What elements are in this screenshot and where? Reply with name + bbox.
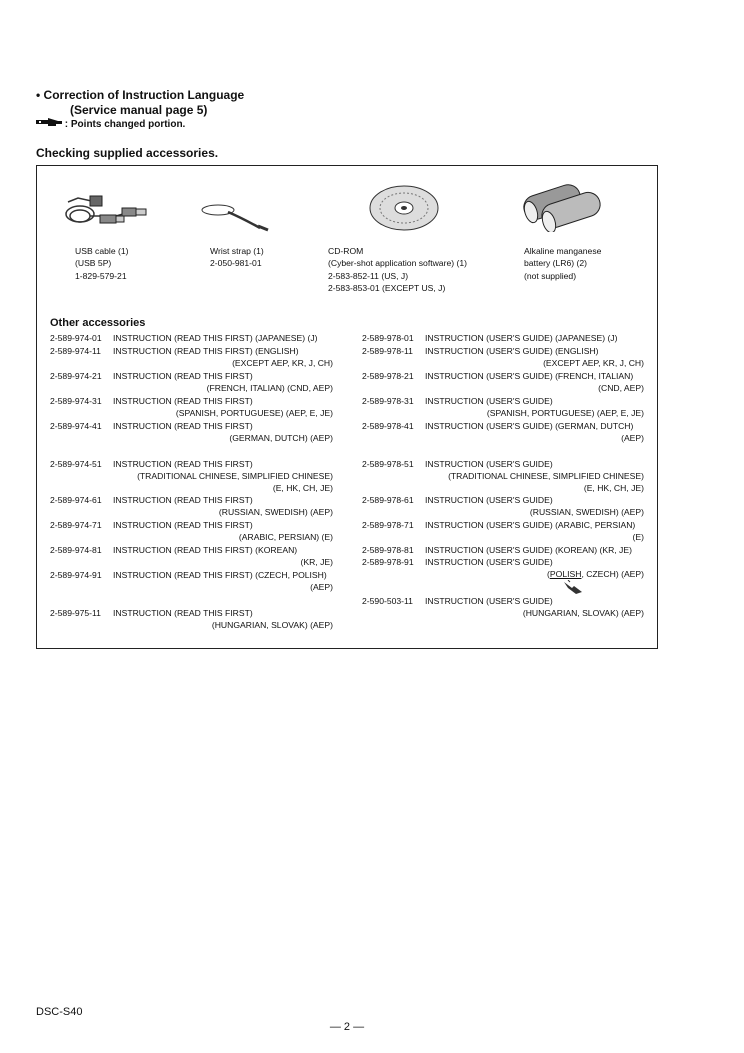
part-desc: INSTRUCTION (READ THIS FIRST) (CZECH, POLISH): [113, 570, 327, 580]
points-note-row: [36, 118, 185, 131]
accessory-line: (Cyber-shot application software) (1): [328, 258, 467, 269]
part-desc-cont: (RUSSIAN, SWEDISH) (AEP): [218, 507, 333, 517]
part-desc: INSTRUCTION (READ THIS FIRST): [113, 495, 253, 505]
polish-czech-line: (POLISH, CZECH) (AEP): [547, 569, 644, 579]
part-code: 2-589-974-11: [50, 346, 101, 356]
part-desc: INSTRUCTION (READ THIS FIRST): [113, 520, 253, 530]
cd-rom-icon: [368, 184, 440, 237]
part-desc-cont: (SPANISH, PORTUGUESE) (AEP, E, JE): [175, 408, 333, 418]
part-desc-cont: (GERMAN, DUTCH) (AEP): [229, 433, 333, 443]
pointing-hand-icon: [562, 580, 584, 601]
section-title: Checking supplied accessories.: [36, 146, 219, 160]
model-number: DSC-S40: [36, 1006, 83, 1018]
part-code: 2-589-978-71: [362, 520, 414, 530]
part-code: 2-589-974-41: [50, 421, 102, 431]
part-desc-cont: (E, HK, CH, JE): [583, 483, 644, 493]
part-desc-cont: (TRADITIONAL CHINESE, SIMPLIFIED CHINESE): [137, 471, 333, 481]
part-code: 2-589-974-01: [50, 333, 102, 343]
part-desc: INSTRUCTION (USER'S GUIDE) (ARABIC, PERSIAN): [425, 520, 636, 530]
part-desc: INSTRUCTION (USER'S GUIDE): [425, 495, 553, 505]
part-desc-cont: (ARABIC, PERSIAN) (E): [238, 532, 333, 542]
part-desc: INSTRUCTION (USER'S GUIDE): [425, 459, 553, 469]
accessory-line: 2-050-981-01: [210, 258, 262, 269]
part-desc: INSTRUCTION (USER'S GUIDE) (GERMAN, DUTCH): [425, 421, 634, 431]
other-accessories-title: Other accessories: [50, 317, 146, 329]
part-desc: INSTRUCTION (READ THIS FIRST): [113, 396, 253, 406]
part-desc: INSTRUCTION (USER'S GUIDE): [425, 557, 553, 567]
part-code: 2-589-978-41: [362, 421, 414, 431]
part-code: 2-589-974-51: [50, 459, 102, 469]
part-desc: INSTRUCTION (READ THIS FIRST) (JAPANESE) (J): [113, 333, 318, 343]
part-desc: INSTRUCTION (USER'S GUIDE) (FRENCH, ITALIAN): [425, 371, 634, 381]
part-code: 2-589-974-21: [50, 371, 102, 381]
accessory-usb-cable: [75, 245, 129, 282]
part-code: 2-589-974-81: [50, 545, 102, 555]
part-desc-cont: (KR, JE): [300, 557, 333, 567]
part-desc-cont: (E): [632, 532, 644, 542]
part-desc-cont: (E, HK, CH, JE): [272, 483, 333, 493]
part-desc-cont: (RUSSIAN, SWEDISH) (AEP): [529, 507, 644, 517]
part-desc: INSTRUCTION (USER'S GUIDE) (ENGLISH): [425, 346, 599, 356]
pointing-hand-icon: [36, 118, 62, 131]
part-desc-cont: (AEP): [310, 582, 333, 592]
part-desc: INSTRUCTION (READ THIS FIRST): [113, 371, 253, 381]
accessory-line: USB cable (1): [75, 246, 129, 256]
part-desc: INSTRUCTION (READ THIS FIRST): [113, 421, 253, 431]
accessory-line: Alkaline manganese: [524, 246, 602, 256]
accessory-battery: [524, 245, 601, 282]
accessory-line: (not supplied): [524, 270, 577, 281]
correction-title: • Correction of Instruction Language: [36, 88, 245, 102]
accessory-cd-rom: [328, 245, 467, 294]
accessory-line: 2-583-852-11 (US, J): [328, 270, 409, 281]
accessory-line: (USB 5P): [75, 258, 112, 269]
part-code: 2-589-975-11: [50, 608, 101, 618]
part-code: 2-589-978-31: [362, 396, 414, 406]
part-desc-cont: (FRENCH, ITALIAN) (CND, AEP): [206, 383, 333, 393]
page-number: — 2 —: [329, 1021, 365, 1033]
part-desc-cont: (EXCEPT AEP, KR, J, CH): [543, 358, 644, 368]
part-desc: INSTRUCTION (USER'S GUIDE) (JAPANESE) (J): [425, 333, 618, 343]
part-code: 2-589-974-31: [50, 396, 102, 406]
part-desc: INSTRUCTION (READ THIS FIRST) (ENGLISH): [113, 346, 299, 356]
accessory-line: 2-583-853-01 (EXCEPT US, J): [328, 282, 446, 293]
part-desc: INSTRUCTION (READ THIS FIRST): [113, 459, 253, 469]
part-code: 2-589-978-61: [362, 495, 414, 505]
accessory-line: battery (LR6) (2): [524, 258, 588, 269]
part-code: 2-589-978-21: [362, 371, 414, 381]
part-desc: INSTRUCTION (READ THIS FIRST) (KOREAN): [113, 545, 298, 555]
accessory-wrist-strap: [210, 245, 264, 270]
part-desc-cont: (HUNGARIAN, SLOVAK) (AEP): [522, 608, 644, 618]
usb-cable-icon: [60, 190, 160, 237]
part-code: 2-589-978-11: [362, 346, 413, 356]
accessory-line: CD-ROM: [328, 246, 364, 256]
part-code: 2-589-974-71: [50, 520, 102, 530]
part-desc-cont: (AEP): [621, 433, 644, 443]
part-desc: INSTRUCTION (USER'S GUIDE) (KOREAN) (KR, JE): [425, 545, 632, 555]
part-code: 2-590-503-11: [362, 596, 413, 606]
part-desc: INSTRUCTION (USER'S GUIDE): [425, 396, 553, 406]
part-desc: INSTRUCTION (READ THIS FIRST): [113, 608, 253, 618]
part-desc-cont: (TRADITIONAL CHINESE, SIMPLIFIED CHINESE): [448, 471, 644, 481]
battery-icon: [515, 180, 607, 237]
points-note: : Points changed portion.: [64, 119, 186, 131]
part-desc-cont: (CND, AEP): [598, 383, 644, 393]
part-code: 2-589-978-01: [362, 333, 414, 343]
wrist-strap-icon: [198, 198, 278, 237]
accessory-line: Wrist strap (1): [210, 246, 264, 256]
correction-subtitle: (Service manual page 5): [70, 103, 208, 117]
part-desc-cont: (HUNGARIAN, SLOVAK) (AEP): [211, 620, 333, 630]
part-code: 2-589-974-61: [50, 495, 102, 505]
part-code: 2-589-978-81: [362, 545, 414, 555]
part-desc-cont: (EXCEPT AEP, KR, J, CH): [232, 358, 333, 368]
part-code: 2-589-974-91: [50, 570, 102, 580]
accessory-line: 1-829-579-21: [75, 270, 127, 281]
part-desc: INSTRUCTION (USER'S GUIDE): [425, 596, 553, 606]
part-code: 2-589-978-51: [362, 459, 414, 469]
part-code: 2-589-978-91: [362, 557, 414, 567]
part-desc-cont: (SPANISH, PORTUGUESE) (AEP, E, JE): [486, 408, 644, 418]
polish-underlined: POLISH: [549, 569, 582, 579]
